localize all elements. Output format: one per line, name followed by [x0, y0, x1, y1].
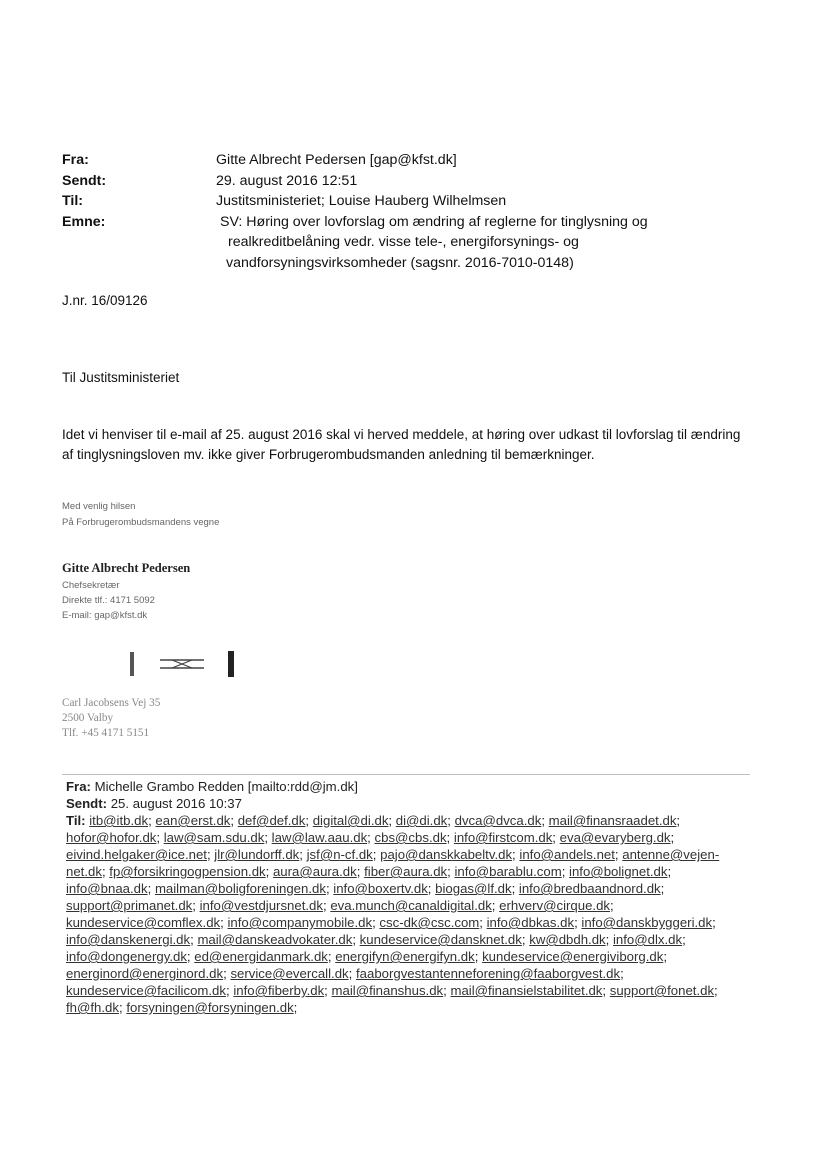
recipient-email-link[interactable]: info@danskbyggeri.dk	[581, 915, 713, 930]
recipient-email-link[interactable]: fp@forsikringogpension.dk	[109, 864, 266, 879]
recipient-email-link[interactable]: mail@finansielstabilitet.dk	[450, 983, 603, 998]
closing-line-2: På Forbrugerombudsmandens vegne	[62, 516, 220, 528]
subject-line-3: vandforsyningsvirksomheder (sagsnr. 2016-7010-0148)	[226, 254, 574, 271]
recipient-email-link[interactable]: support@fonet.dk	[609, 983, 715, 998]
recipient-email-link[interactable]: eivind.helgaker@ice.net	[66, 847, 207, 862]
from-value: Gitte Albrecht Pedersen [gap@kfst.dk]	[216, 152, 457, 168]
recipient-email-link[interactable]: fiber@aura.dk	[364, 864, 448, 879]
to-value: Justitsministeriet; Louise Hauberg Wilhelmsen	[216, 193, 507, 209]
recipient-email-link[interactable]: mail@danskeadvokater.dk	[197, 932, 353, 947]
forwarded-to-label: Til:	[66, 813, 86, 828]
forwarded-message-header	[66, 778, 736, 1016]
recipient-email-link[interactable]: eva@evaryberg.dk	[559, 830, 671, 845]
subject-line-2: realkreditbelåning vedr. visse tele-, energiforsynings- og	[228, 234, 579, 250]
recipient-email-link[interactable]: info@firstcom.dk	[453, 830, 553, 845]
recipient-email-link[interactable]: info@dongenergy.dk	[66, 949, 187, 964]
recipient-email-link[interactable]: cbs@cbs.dk	[374, 830, 447, 845]
organization-logo	[128, 650, 236, 678]
recipient-email-link[interactable]: info@fiberby.dk	[233, 983, 325, 998]
recipient-email-link[interactable]: biogas@lf.dk	[435, 881, 512, 896]
recipient-list: itb@itb.dk; ean@erst.dk; def@def.dk; digital@di.dk; di@di.dk; dvca@dvca.dk; mail@finansraadet.dk; hofor@hofor.dk; law@sam.sdu.dk; law@law.aau.dk; cbs@cbs.dk; info@firstcom.dk; eva@evaryberg.dk; eivind.helgaker@ice.net; jlr@lundorff.dk; jsf@n-cf.dk; pajo@danskkabeltv.dk; info@andels.net; antenne@vejen-net.dk; fp@forsikringogpension.dk; aura@aura.dk; fiber@aura.dk; info@barablu.com; info@bolignet.dk; info@bnaa.dk; mailman@boligforeningen.dk; info@boxertv.dk; biogas@lf.dk; info@bredbaandnord.dk; support@primanet.dk; info@vestdjursnet.dk; eva.munch@canaldigital.dk; erhverv@cirque.dk; kundeservice@comflex.dk; info@companymobile.dk; csc-dk@csc.com; info@dbkas.dk; info@danskbyggeri.dk; info@danskenergi.dk; mail@danskeadvokater.dk; kundeservice@dansknet.dk; kw@dbdh.dk; info@dlx.dk; info@dongenergy.dk; ed@energidanmark.dk; energifyn@energifyn.dk; kundeservice@energiviborg.dk; energinord@energinord.dk; service@evercall.dk; faaborgvestantenneforening@faaborgvest.dk; kundeservice@facilicom.dk; info@fiberby.dk; mail@finanshus.dk; mail@finansielstabilitet.dk; support@fonet.dk; fh@fh.dk; forsyningen@forsyningen.dk;	[66, 813, 720, 1015]
recipient-email-link[interactable]: mail@finanshus.dk	[331, 983, 444, 998]
closing	[62, 499, 219, 530]
journal-number: J.nr. 16/09126	[62, 293, 148, 308]
signature-phone: Direkte tlf.: 4171 5092	[62, 595, 155, 606]
recipient-email-link[interactable]: kundeservice@energiviborg.dk	[482, 949, 664, 964]
forwarded-to-row	[66, 812, 736, 1016]
recipient-email-link[interactable]: mailman@boligforeningen.dk	[154, 881, 326, 896]
recipient-email-link[interactable]: info@andels.net	[519, 847, 615, 862]
recipient-email-link[interactable]: erhverv@cirque.dk	[499, 898, 611, 913]
recipient-email-link[interactable]: law@sam.sdu.dk	[163, 830, 265, 845]
forwarded-sent-row	[66, 795, 736, 812]
recipient-email-link[interactable]: info@dlx.dk	[613, 932, 683, 947]
recipient-email-link[interactable]: itb@itb.dk	[89, 813, 149, 828]
recipient-email-link[interactable]: info@companymobile.dk	[227, 915, 373, 930]
forwarded-sent-value: 25. august 2016 10:37	[110, 796, 242, 811]
recipient-email-link[interactable]: faaborgvestantenneforening@faaborgvest.dk	[355, 966, 621, 981]
recipient-email-link[interactable]: kundeservice@facilicom.dk	[66, 983, 226, 998]
closing-line-1: Med venlig hilsen	[62, 501, 136, 512]
recipient-email-link[interactable]: forsyningen@forsyningen.dk	[126, 1000, 294, 1015]
recipient-email-link[interactable]: jlr@lundorff.dk	[214, 847, 300, 862]
body-text: Idet vi henviser til e-mail af 25. august 2016 skal vi herved meddele, at høring over udkast til lovforslag til ændring af tinglysningsloven mv. ikke giver Forbrugerombudsmanden anledning til bemærkninger.	[62, 427, 741, 462]
signature-email-link[interactable]: gap@kfst.dk	[94, 610, 148, 621]
recipient-email-link[interactable]: info@boxertv.dk	[333, 881, 428, 896]
recipient-email-link[interactable]: kundeservice@dansknet.dk	[359, 932, 522, 947]
recipient-email-link[interactable]: service@evercall.dk	[230, 966, 349, 981]
recipient-email-link[interactable]: mail@finansraadet.dk	[548, 813, 677, 828]
recipient-email-link[interactable]: jsf@n-cf.dk	[306, 847, 373, 862]
subject-label: Emne:	[62, 213, 106, 230]
to-label: Til:	[62, 193, 84, 209]
recipient-email-link[interactable]: dvca@dvca.dk	[454, 813, 542, 828]
recipient-email-link[interactable]: energinord@energinord.dk	[66, 966, 224, 981]
recipient-email-link[interactable]: energifyn@energifyn.dk	[335, 949, 475, 964]
greeting: Til Justitsministeriet	[62, 370, 180, 385]
recipient-email-link[interactable]: antenne@vejen-net.dk	[66, 847, 720, 879]
recipient-email-link[interactable]: ed@energidanmark.dk	[194, 949, 328, 964]
forwarded-from-label: Fra:	[66, 779, 91, 794]
forwarded-from-value: Michelle Grambo Redden [mailto:rdd@jm.dk]	[94, 779, 358, 794]
recipient-email-link[interactable]: info@bnaa.dk	[66, 881, 148, 896]
address-city: 2500 Valby	[62, 712, 114, 724]
sent-label: Sendt:	[62, 172, 107, 189]
address-phone: Tlf. +45 4171 5151	[62, 727, 150, 739]
email-header	[62, 150, 762, 273]
recipient-email-link[interactable]: info@barablu.com	[454, 864, 562, 879]
address-block	[62, 696, 160, 741]
signature-title: Chefsekretær	[62, 580, 120, 591]
recipient-email-link[interactable]: digital@di.dk	[312, 813, 389, 828]
forwarded-from-row	[66, 778, 736, 795]
signature-email-label: E-mail:	[62, 610, 95, 621]
recipient-email-link[interactable]: info@vestdjursnet.dk	[199, 898, 323, 913]
forwarded-sent-label: Sendt:	[66, 796, 108, 811]
signature	[62, 561, 190, 623]
from-label: Fra:	[62, 152, 89, 168]
subject-line-1: SV: Høring over lovforslag om ændring af reglerne for tinglysning og	[220, 213, 648, 230]
signature-email-row	[62, 608, 190, 623]
recipient-email-link[interactable]: eva.munch@canaldigital.dk	[330, 898, 492, 913]
address-street: Carl Jacobsens Vej 35	[62, 697, 161, 709]
recipient-email-link[interactable]: info@dbkas.dk	[486, 915, 575, 930]
recipient-email-link[interactable]: csc-dk@csc.com	[379, 915, 480, 930]
recipient-email-link[interactable]: law@law.aau.dk	[271, 830, 368, 845]
recipient-email-link[interactable]: pajo@danskkabeltv.dk	[380, 847, 513, 862]
signature-name: Gitte Albrecht Pedersen	[62, 561, 191, 575]
recipient-email-link[interactable]: def@def.dk	[237, 813, 306, 828]
recipient-email-link[interactable]: hofor@hofor.dk	[66, 830, 157, 845]
recipient-email-link[interactable]: support@primanet.dk	[66, 898, 193, 913]
recipient-email-link[interactable]: info@bolignet.dk	[569, 864, 668, 879]
recipient-email-link[interactable]: di@di.dk	[395, 813, 448, 828]
recipient-email-link[interactable]: kw@dbdh.dk	[529, 932, 606, 947]
recipient-email-link[interactable]: fh@fh.dk	[66, 1000, 119, 1015]
recipient-email-link[interactable]: info@danskenergi.dk	[66, 932, 191, 947]
sent-value: 29. august 2016 12:51	[216, 172, 358, 189]
recipient-email-link[interactable]: kundeservice@comflex.dk	[66, 915, 221, 930]
recipient-email-link[interactable]: aura@aura.dk	[272, 864, 357, 879]
signature-meta	[62, 578, 190, 623]
recipient-email-link[interactable]: ean@erst.dk	[155, 813, 231, 828]
recipient-email-link[interactable]: info@bredbaandnord.dk	[518, 881, 661, 896]
separator-line	[62, 774, 750, 775]
